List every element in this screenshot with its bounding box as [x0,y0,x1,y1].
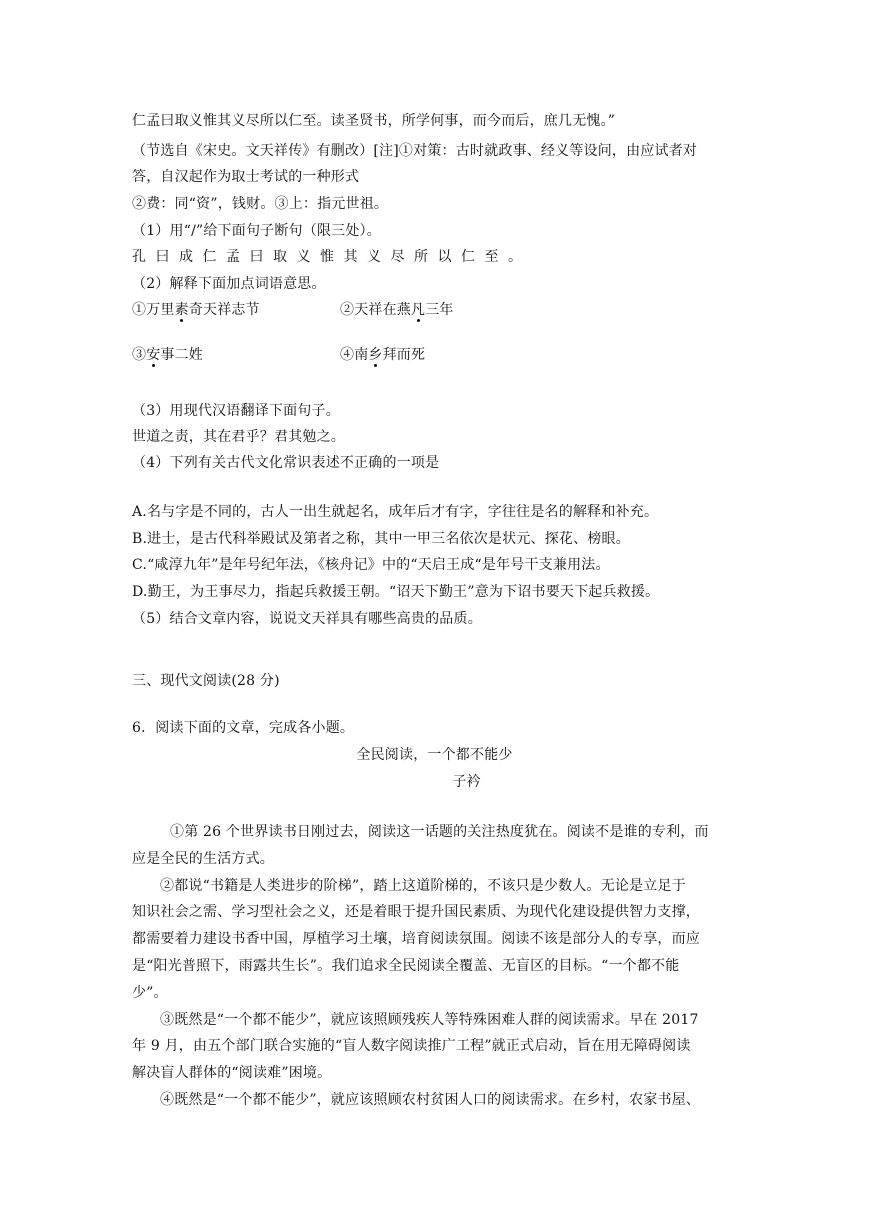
item-text: 奇天祥志节 [188,302,260,318]
option-a: A.名与字是不同的，古人一出生就起名，成年后才有字，字往往是名的解释和补充。 [132,504,659,520]
item-text: ①万里 [132,302,175,318]
paragraph-line: 是“阳光普照下，雨露共生长”。我们追求全民阅读全覆盖、无盲区的目标。“一个都不能 [132,958,680,974]
dotted-word: 乡 [368,347,383,363]
sentence-to-punctuate: 孔曰成仁孟曰取义惟其义尽所以仁至。 [132,249,532,265]
source-note: （节选自《宋史。文天祥传》有删改）[注]①对策：古时就政事、经义等设问，由应试者对 [132,143,698,159]
text-line: 仁孟曰取义惟其义尽所以仁至。读圣贤书，所学何事，而今而后，庶几无愧。” [132,113,616,129]
question-6: 6．阅读下面的文章，完成各小题。 [132,720,355,736]
paragraph-line: 年 9 月，由五个部门联合实施的“盲人数字阅读推广工程”就正式启动，旨在用无障碍阅读 [132,1038,691,1054]
word-item-1 [132,300,260,320]
item-text: ③ [132,347,147,363]
paragraph-line: ①第 26 个世界读书日刚过去，阅读这一话题的关注热度犹在。阅读不是谁的专利，而 [170,824,709,840]
item-text: 事二姓 [160,347,204,363]
article-title: 全民阅读，一个都不能少 [356,747,513,763]
question-3: （3）用现代汉语翻译下面句子。 [132,403,340,419]
option-c: C.“咸淳九年”是年号纪年法，《核舟记》中的“天启王成“是年号干支兼用法。 [132,557,610,573]
paragraph-line: 应是全民的生活方式。 [132,851,274,867]
dotted-word: 素 [174,302,189,318]
item-text: 三年 [425,302,454,318]
paragraph-line: 解决盲人群体的“阅读难”困境。 [132,1065,332,1081]
question-5: （5）结合文章内容，说说文天祥具有哪些高贵的品质。 [132,611,482,627]
paragraph-line: 少”。 [132,985,168,1001]
paragraph-line: 都需要着力建设书香中国，厚植学习土壤，培育阅读氛围。阅读不该是部分人的专享，而应 [132,931,700,947]
paragraph-line: ③既然是“一个都不能少”，就应该照顾残疾人等特殊困难人群的阅读需求。早在 2017 [160,1012,699,1028]
question-4: （4）下列有关古代文化常识表述不正确的一项是 [132,455,440,471]
word-item-4 [340,345,425,365]
article-author: 子衿 [452,774,481,790]
word-item-3 [132,345,203,365]
text-line: 答，自汉起作为取士考试的一种形式 [132,169,360,185]
text-line: ②费：同“资”，钱财。③上：指元世祖。 [132,196,389,212]
paragraph-line: 知识社会之需、学习型社会之义，还是着眼于提升国民素质、为现代化建设提供智力支撑， [132,904,700,920]
item-text: 拜而死 [382,347,426,363]
section-heading: 三、现代文阅读(28 分) [132,673,280,689]
sentence-to-translate: 世道之责，其在君乎？君其勉之。 [132,429,345,445]
item-text: ④南 [340,347,369,363]
option-b: B.进士，是古代科举殿试及第者之称，其中一甲三名依次是状元、探花、榜眼。 [132,531,630,547]
word-item-2 [340,300,454,320]
dotted-word: 凡 [411,302,426,318]
dotted-word: 安 [146,347,161,363]
paragraph-line: ②都说“书籍是人类进步的阶梯”，踏上这道阶梯的，不该只是少数人。无论是立足于 [160,878,686,894]
option-d: D.勤王，为王事尽力，指起兵救援王朝。“诏天下勤王”意为下诏书要天下起兵救援。 [132,584,660,600]
question-2: （2）解释下面加点词语意思。 [132,276,326,292]
question-1: （1）用“/”给下面句子断句（限三处）。 [132,223,381,239]
item-text: ②天祥在燕 [340,302,411,318]
paragraph-line: ④既然是“一个都不能少”，就应该照顾农村贫困人口的阅读需求。在乡村，农家书屋、 [160,1092,701,1108]
